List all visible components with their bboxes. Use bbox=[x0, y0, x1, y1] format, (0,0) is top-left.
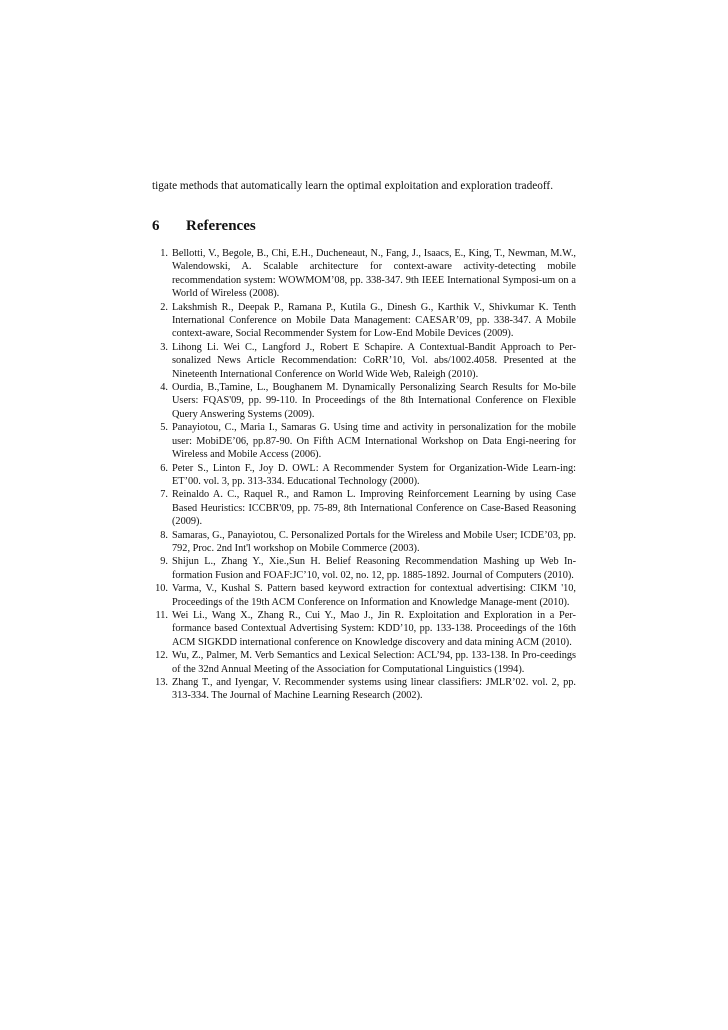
reference-text: Panayiotou, C., Maria I., Samaras G. Using time and activity in personalization for the mobile user: MobiDE’06, pp.87-90. On Fifth ACM International Workshop on Data Engi-neering for Wireless and Mobile Access (2006). bbox=[172, 422, 576, 461]
reference-list bbox=[152, 247, 576, 703]
reference-text: Zhang T., and Iyengar, V. Recommender systems using linear classifiers: JMLR’02. vol. 2, pp. 313-334. The Journal of Machine Learning Research (2002). bbox=[172, 677, 576, 702]
reference-text: Varma, V., Kushal S. Pattern based keyword extraction for contextual advertising: CIKM '10, Proceedings of the 19th ACM Conference on Information and Knowledge Manage-ment (2010). bbox=[172, 583, 576, 608]
reference-text: Bellotti, V., Begole, B., Chi, E.H., Ducheneaut, N., Fang, J., Isaacs, E., King, T., Newman, M.W., Walendowski, A. Scalable architecture for context-aware activity-detecting mobile recommendation system: WOWMOM’08, pp. 338-347. 9th IEEE International Symposi-um on a World of Wireless (2008). bbox=[172, 248, 576, 300]
section-heading bbox=[152, 218, 576, 235]
reference-text: Lihong Li. Wei C., Langford J., Robert E Schapire. A Contextual-Bandit Approach to Per-sonalized News Article Recommendation: CoRR’10, Vol. abs/1002.4058. Presented at the Nineteenth International Conference on World Wide Web, Raleigh (2010). bbox=[172, 341, 576, 380]
reference-item bbox=[152, 649, 576, 676]
reference-item bbox=[152, 247, 576, 301]
reference-number: 6. bbox=[160, 462, 168, 474]
reference-item bbox=[152, 462, 576, 489]
reference-number: 4. bbox=[160, 382, 168, 394]
reference-text: Peter S., Linton F., Joy D. OWL: A Recommender System for Organization-Wide Learn-ing: ET’00. vol. 3, pp. 313-334. Educational Technology (2000). bbox=[172, 462, 576, 487]
reference-number: 1. bbox=[160, 248, 168, 259]
reference-item bbox=[152, 582, 576, 609]
reference-item bbox=[152, 488, 576, 528]
reference-number: 12. bbox=[155, 650, 168, 662]
reference-number: 10. bbox=[155, 583, 168, 595]
reference-text: Reinaldo A. C., Raquel R., and Ramon L. Improving Reinforcement Learning by using Case Based Heuristics: ICCBR'09, pp. 75-89, 8th International Conference on Case-Based Reasoning (2009). bbox=[172, 489, 576, 528]
reference-item bbox=[152, 609, 576, 649]
reference-item bbox=[152, 421, 576, 461]
reference-item bbox=[152, 555, 576, 582]
reference-item bbox=[152, 381, 576, 421]
reference-item bbox=[152, 676, 576, 703]
reference-text: Wei Li., Wang X., Zhang R., Cui Y., Mao J., Jin R. Exploitation and Exploration in a Per-formance based Contextual Advertising System: KDD’10, pp. 133-138. Proceedings of the 16th ACM SIGKDD international conference on Knowledge discovery and data mining ACM (2010). bbox=[172, 609, 576, 648]
page-content bbox=[152, 178, 576, 703]
reference-item bbox=[152, 341, 576, 381]
reference-number: 5. bbox=[160, 422, 168, 434]
reference-number: 9. bbox=[160, 556, 168, 568]
reference-number: 7. bbox=[160, 489, 168, 501]
intro-paragraph: tigate methods that automatically learn the optimal exploitation and exploration tradeoff. bbox=[152, 180, 554, 192]
reference-text: Wu, Z., Palmer, M. Verb Semantics and Lexical Selection: ACL’94, pp. 133-138. In Pro-ceedings of the 32nd Annual Meeting of the Association for Computational Linguistics (1994). bbox=[172, 650, 576, 675]
section-title: References bbox=[186, 218, 256, 234]
reference-item bbox=[152, 529, 576, 556]
reference-number: 3. bbox=[160, 341, 168, 353]
reference-item bbox=[152, 301, 576, 341]
section-number: 6 bbox=[152, 218, 160, 234]
reference-number: 2. bbox=[160, 301, 168, 313]
reference-text: Samaras, G., Panayiotou, C. Personalized Portals for the Wireless and Mobile User; ICDE’03, pp. 792, Proc. 2nd Int'l workshop on Mobile Commerce (2003). bbox=[172, 529, 576, 554]
reference-number: 13. bbox=[155, 677, 168, 688]
reference-text: Lakshmish R., Deepak P., Ramana P., Kutila G., Dinesh G., Karthik V., Shivkumar K. Tenth International Conference on Mobile Data Management: CAESAR’09, pp. 338-347. A Mobile context-aware, Social Recommender System for Low-End Mobile Devices (2009). bbox=[172, 301, 576, 340]
reference-text: Ourdia, B.,Tamine, L., Boughanem M. Dynamically Personalizing Search Results for Mo-bile Users: FQAS'09, pp. 99-110. In Proceedings of the 8th International Conference on Flexible Query Answering Systems (2009). bbox=[172, 382, 576, 420]
reference-number: 8. bbox=[160, 529, 168, 541]
reference-text: Shijun L., Zhang Y., Xie.,Sun H. Belief Reasoning Recommendation Mashing up Web In-formation Fusion and FOAF:JC’10, vol. 02, no. 12, pp. 1885-1892. Journal of Computers (2010). bbox=[172, 556, 576, 581]
reference-number: 11. bbox=[155, 609, 168, 621]
